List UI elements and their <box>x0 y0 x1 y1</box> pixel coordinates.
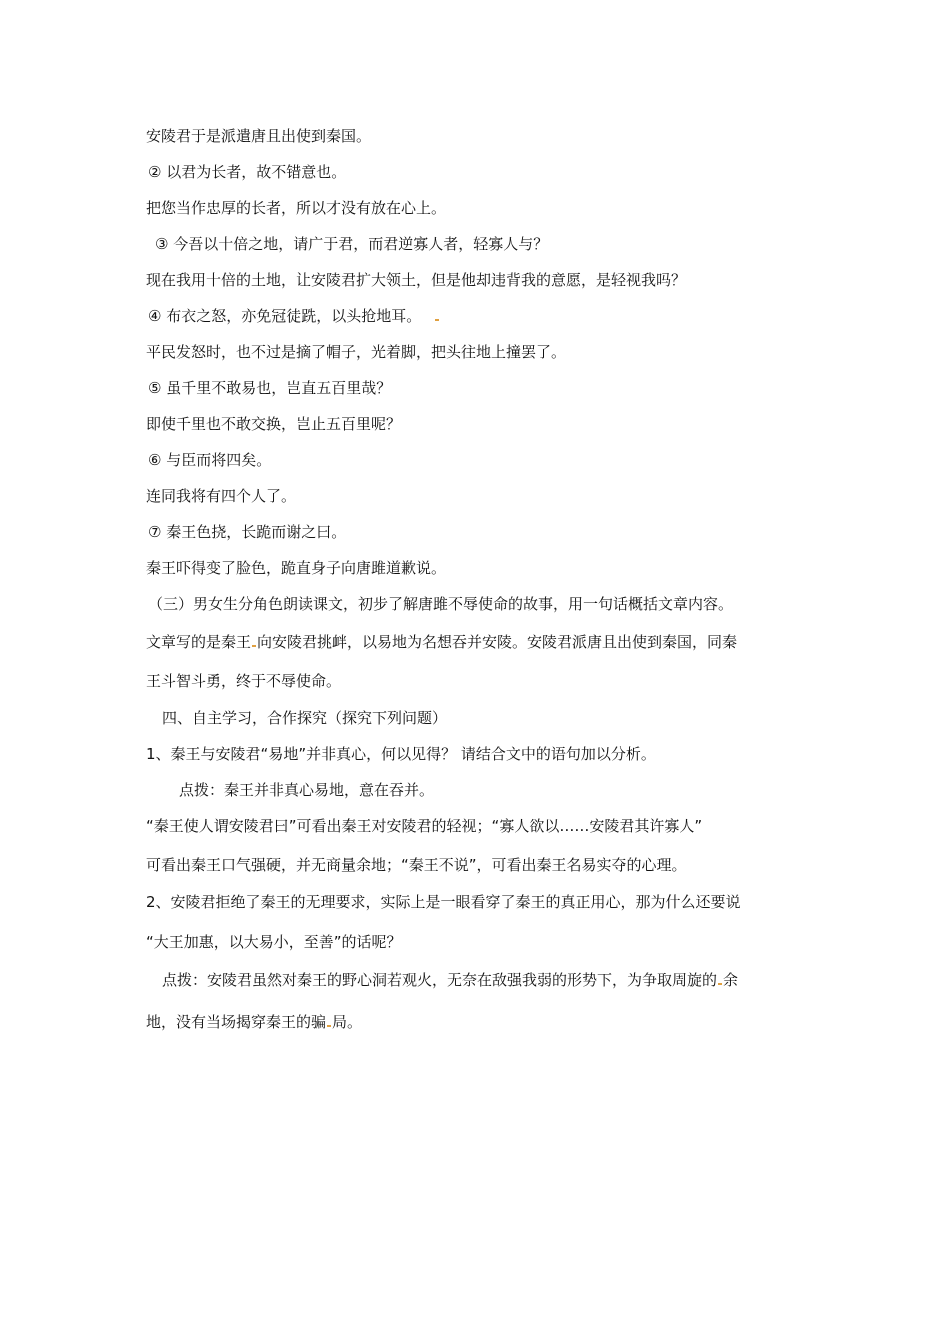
text-line: ② 以君为长者，故不错意也。 <box>148 163 347 181</box>
text-span: 点拨：安陵君虽然对秦王的野心洞若观火，无奈在敌强我弱的形势下，为争取周旋的 <box>162 971 718 989</box>
text-line <box>146 1012 362 1032</box>
hint-line <box>162 970 738 990</box>
text-line: 安陵君于是派遣唐且出使到秦国。 <box>146 127 372 145</box>
text-line <box>146 632 737 652</box>
text-line: ⑤ 虽千里不敢易也，岂直五百里哉？ <box>148 379 392 397</box>
text-line: 现在我用十倍的土地，让安陵君扩大领土，但是他却违背我的意愿，是轻视我吗？ <box>146 271 687 289</box>
text-line: 秦王吓得变了脸色，跪直身子向唐雎道歉说。 <box>146 559 447 577</box>
question-line: 2、安陵君拒绝了秦王的无理要求，实际上是一眼看穿了秦王的真正用心，那为什么还要说 <box>146 893 741 911</box>
hint-line: 点拨：秦王并非真心易地，意在吞并。 <box>179 781 435 799</box>
text-line: ③ 今吾以十倍之地，请广于君，而君逆寡人者，轻寡人与？ <box>155 235 549 253</box>
text-span: 向安陵君挑衅，以易地为名想吞并安陵。安陵君派唐且出使到秦国，同秦 <box>257 633 738 651</box>
text-line: 王斗智斗勇，终于不辱使命。 <box>146 672 342 690</box>
text-line: “大王加惠，以大易小，至善”的话呢？ <box>146 933 402 951</box>
question-line: 1、秦王与安陵君“易地”并非真心，何以见得？ 请结合文中的语句加以分析。 <box>146 745 656 763</box>
text-span: 文章写的是秦王 <box>146 633 252 651</box>
annotation-mark <box>252 645 256 647</box>
text-line: 把您当作忠厚的长者，所以才没有放在心上。 <box>146 199 447 217</box>
annotation-mark <box>327 1025 331 1027</box>
annotation-mark <box>435 319 439 321</box>
text-line: ⑥ 与臣而将四矣。 <box>148 451 272 469</box>
text-span: 局。 <box>332 1013 363 1031</box>
text-line: 即使千里也不敢交换，岂止五百里呢？ <box>146 415 402 433</box>
text-line <box>148 306 440 326</box>
text-line: 可看出秦王口气强硬，并无商量余地；“秦王不说”，可看出秦王名易实夺的心理。 <box>146 856 687 874</box>
text-line: 平民发怒时，也不过是摘了帽子，光着脚，把头往地上撞罢了。 <box>146 343 567 361</box>
text-line: （三）男女生分角色朗读课文，初步了解唐雎不辱使命的故事，用一句话概括文章内容。 <box>148 595 734 613</box>
annotation-mark <box>718 983 722 985</box>
section-heading: 四、自主学习，合作探究（探究下列问题） <box>162 709 448 727</box>
text-line: 连同我将有四个人了。 <box>146 487 297 505</box>
text-span: 地，没有当场揭穿秦王的骗 <box>146 1013 327 1031</box>
text-span: ④ 布衣之怒，亦免冠徒跣，以头抢地耳。 <box>148 307 422 325</box>
text-line: “秦王使人谓安陵君曰”可看出秦王对安陵君的轻视；“寡人欲以……安陵君其许寡人” <box>146 817 703 835</box>
text-line: ⑦ 秦王色挠，长跪而谢之曰。 <box>148 523 347 541</box>
text-span: 余 <box>723 971 739 989</box>
